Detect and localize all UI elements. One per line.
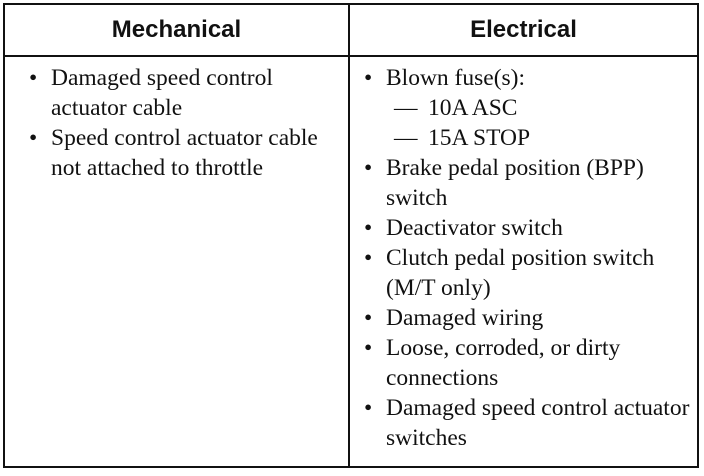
bullet-icon: •: [364, 155, 373, 181]
list-item: [27, 123, 348, 183]
list-item: [362, 63, 697, 153]
list-item-text: Damaged speed control actuator cable: [51, 65, 273, 121]
bullet-icon: •: [364, 65, 373, 91]
bullet-icon: •: [364, 305, 373, 331]
list-item-text: Damaged speed control actuator switches: [386, 395, 690, 451]
dash-icon: —: [394, 95, 418, 121]
list-item: [362, 393, 697, 453]
list-item-text: Deactivator switch: [386, 215, 563, 241]
sub-item: [386, 93, 697, 123]
bullet-icon: •: [364, 215, 373, 241]
header-mechanical: [5, 5, 350, 57]
header-mechanical-label: Mechanical: [111, 16, 242, 43]
sub-item-text: 10A ASC: [428, 95, 518, 121]
list-item: [362, 303, 697, 333]
list-item-text: Loose, corroded, or dirty connections: [386, 335, 621, 391]
list-item-text: Blown fuse(s):: [386, 65, 526, 91]
list-item: [362, 243, 697, 303]
mechanical-column: [5, 57, 350, 466]
list-item: [362, 153, 697, 213]
list-item: [362, 213, 697, 243]
bullet-icon: •: [364, 245, 373, 271]
bullet-icon: •: [364, 335, 373, 361]
mechanical-list: [5, 63, 348, 183]
dash-icon: —: [394, 125, 418, 151]
header-electrical-label: Electrical: [470, 16, 577, 43]
list-item: [362, 333, 697, 393]
cause-table: [3, 3, 699, 468]
list-item: [27, 63, 348, 123]
bullet-icon: •: [29, 65, 38, 91]
bullet-icon: •: [29, 125, 38, 151]
list-item-text: Damaged wiring: [386, 305, 544, 331]
bullet-icon: •: [364, 395, 373, 421]
electrical-column: [350, 57, 697, 466]
list-item-text: Clutch pedal position switch (M/T only): [386, 245, 655, 301]
list-item-text: Speed control actuator cable not attached to throttle: [51, 125, 318, 181]
electrical-list: [350, 63, 697, 453]
sub-item-text: 15A STOP: [428, 125, 531, 151]
list-item-text: Brake pedal position (BPP) switch: [386, 155, 644, 211]
header-electrical: [350, 5, 697, 57]
sub-item: [386, 123, 697, 153]
